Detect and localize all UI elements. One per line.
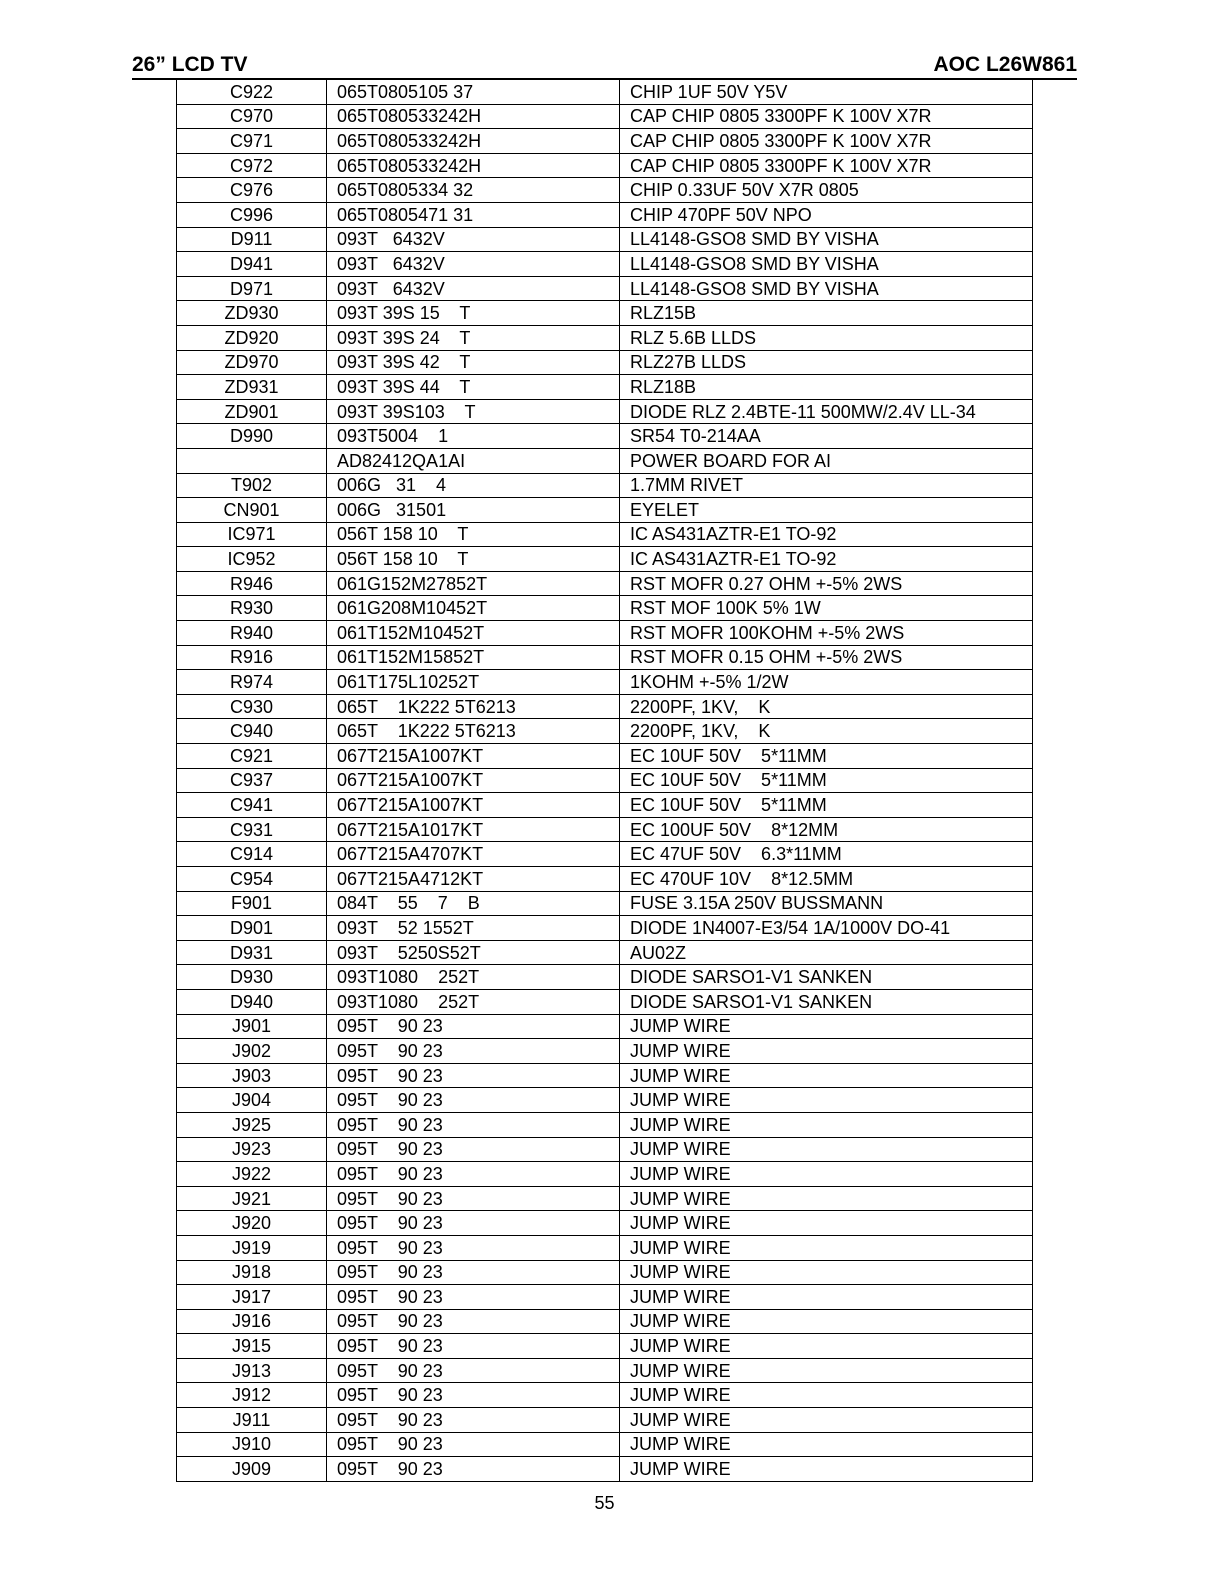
description-cell: JUMP WIRE — [620, 1137, 1033, 1162]
part-number-cell: 095T 90 23 — [327, 1137, 620, 1162]
table-row — [177, 867, 1033, 892]
table-row — [177, 399, 1033, 424]
part-number-cell: 065T080533242H — [327, 129, 620, 154]
description-cell: LL4148-GSO8 SMD BY VISHA — [620, 252, 1033, 277]
table-row — [177, 1039, 1033, 1064]
table-row — [177, 1408, 1033, 1433]
description-cell: 1KOHM +-5% 1/2W — [620, 670, 1033, 695]
part-number-cell: 095T 90 23 — [327, 1358, 620, 1383]
part-number-cell: 095T 90 23 — [327, 1211, 620, 1236]
part-number-cell: 093T5004 1 — [327, 424, 620, 449]
description-cell: CHIP 1UF 50V Y5V — [620, 80, 1033, 105]
table-row — [177, 1358, 1033, 1383]
description-cell: CAP CHIP 0805 3300PF K 100V X7R — [620, 104, 1033, 129]
reference-designator-cell: R940 — [177, 621, 327, 646]
description-cell: RST MOFR 100KOHM +-5% 2WS — [620, 621, 1033, 646]
table-row — [177, 153, 1033, 178]
part-number-cell: 093T 5250S52T — [327, 940, 620, 965]
reference-designator-cell: C940 — [177, 719, 327, 744]
description-cell: DIODE SARSO1-V1 SANKEN — [620, 989, 1033, 1014]
part-number-cell: 093T1080 252T — [327, 989, 620, 1014]
table-row — [177, 129, 1033, 154]
table-row — [177, 768, 1033, 793]
reference-designator-cell: C971 — [177, 129, 327, 154]
table-row — [177, 1063, 1033, 1088]
part-number-cell: 065T0805334 32 — [327, 178, 620, 203]
description-cell: JUMP WIRE — [620, 1063, 1033, 1088]
table-row — [177, 916, 1033, 941]
table-row — [177, 1235, 1033, 1260]
reference-designator-cell: C914 — [177, 842, 327, 867]
reference-designator-cell: C972 — [177, 153, 327, 178]
part-number-cell: 095T 90 23 — [327, 1186, 620, 1211]
model-name: AOC L26W861 — [933, 53, 1077, 76]
description-cell: IC AS431AZTR-E1 TO-92 — [620, 522, 1033, 547]
reference-designator-cell: R930 — [177, 596, 327, 621]
part-number-cell: 084T 55 7 B — [327, 891, 620, 916]
reference-designator-cell: C931 — [177, 817, 327, 842]
part-number-cell: AD82412QA1AI — [327, 448, 620, 473]
description-cell: RST MOFR 0.15 OHM +-5% 2WS — [620, 645, 1033, 670]
part-number-cell: 095T 90 23 — [327, 1260, 620, 1285]
part-number-cell: 095T 90 23 — [327, 1285, 620, 1310]
reference-designator-cell: J919 — [177, 1235, 327, 1260]
reference-designator-cell: R916 — [177, 645, 327, 670]
description-cell: JUMP WIRE — [620, 1112, 1033, 1137]
description-cell: 2200PF, 1KV, K — [620, 719, 1033, 744]
part-number-cell: 093T 52 1552T — [327, 916, 620, 941]
table-row — [177, 227, 1033, 252]
reference-designator-cell: T902 — [177, 473, 327, 498]
reference-designator-cell: J909 — [177, 1457, 327, 1482]
reference-designator-cell: J921 — [177, 1186, 327, 1211]
description-cell: JUMP WIRE — [620, 1014, 1033, 1039]
part-number-cell: 067T215A4712KT — [327, 867, 620, 892]
reference-designator-cell: IC952 — [177, 547, 327, 572]
table-row — [177, 694, 1033, 719]
reference-designator-cell: ZD901 — [177, 399, 327, 424]
description-cell: JUMP WIRE — [620, 1383, 1033, 1408]
table-row — [177, 1112, 1033, 1137]
part-number-cell: 095T 90 23 — [327, 1235, 620, 1260]
table-row — [177, 1309, 1033, 1334]
description-cell: RLZ15B — [620, 301, 1033, 326]
description-cell: LL4148-GSO8 SMD BY VISHA — [620, 276, 1033, 301]
table-row — [177, 276, 1033, 301]
description-cell: EC 100UF 50V 8*12MM — [620, 817, 1033, 842]
description-cell: RLZ27B LLDS — [620, 350, 1033, 375]
table-row — [177, 498, 1033, 523]
reference-designator-cell: J916 — [177, 1309, 327, 1334]
part-number-cell: 095T 90 23 — [327, 1383, 620, 1408]
table-row — [177, 645, 1033, 670]
page-number: 55 — [594, 1493, 615, 1513]
reference-designator-cell: C954 — [177, 867, 327, 892]
reference-designator-cell: C921 — [177, 744, 327, 769]
part-number-cell: 056T 158 10 T — [327, 522, 620, 547]
reference-designator-cell: C941 — [177, 793, 327, 818]
part-number-cell: 093T 39S 42 T — [327, 350, 620, 375]
reference-designator-cell — [177, 448, 327, 473]
table-row — [177, 571, 1033, 596]
table-row — [177, 1260, 1033, 1285]
reference-designator-cell: C922 — [177, 80, 327, 105]
description-cell: FUSE 3.15A 250V BUSSMANN — [620, 891, 1033, 916]
reference-designator-cell: J913 — [177, 1358, 327, 1383]
table-row — [177, 80, 1033, 105]
table-row — [177, 965, 1033, 990]
table-row — [177, 1383, 1033, 1408]
reference-designator-cell: J904 — [177, 1088, 327, 1113]
description-cell: JUMP WIRE — [620, 1186, 1033, 1211]
part-number-cell: 093T 6432V — [327, 227, 620, 252]
description-cell: JUMP WIRE — [620, 1408, 1033, 1433]
table-row — [177, 1162, 1033, 1187]
part-number-cell: 093T 39S 44 T — [327, 375, 620, 400]
table-row — [177, 817, 1033, 842]
table-row — [177, 940, 1033, 965]
page-header — [132, 52, 1077, 80]
description-cell: DIODE 1N4007-E3/54 1A/1000V DO-41 — [620, 916, 1033, 941]
description-cell: CHIP 470PF 50V NPO — [620, 202, 1033, 227]
description-cell: 1.7MM RIVET — [620, 473, 1033, 498]
reference-designator-cell: J911 — [177, 1408, 327, 1433]
table-row — [177, 350, 1033, 375]
table-row — [177, 891, 1033, 916]
table-row — [177, 1137, 1033, 1162]
part-number-cell: 095T 90 23 — [327, 1039, 620, 1064]
description-cell: EC 10UF 50V 5*11MM — [620, 744, 1033, 769]
table-row — [177, 104, 1033, 129]
part-number-cell: 061T152M15852T — [327, 645, 620, 670]
part-number-cell: 067T215A1007KT — [327, 768, 620, 793]
reference-designator-cell: R974 — [177, 670, 327, 695]
reference-designator-cell: D971 — [177, 276, 327, 301]
table-row — [177, 1211, 1033, 1236]
description-cell: SR54 T0-214AA — [620, 424, 1033, 449]
reference-designator-cell: J925 — [177, 1112, 327, 1137]
part-number-cell: 065T0805105 37 — [327, 80, 620, 105]
reference-designator-cell: J920 — [177, 1211, 327, 1236]
part-number-cell: 006G 31 4 — [327, 473, 620, 498]
part-number-cell: 067T215A4707KT — [327, 842, 620, 867]
description-cell: LL4148-GSO8 SMD BY VISHA — [620, 227, 1033, 252]
table-row — [177, 202, 1033, 227]
part-number-cell: 095T 90 23 — [327, 1334, 620, 1359]
description-cell: JUMP WIRE — [620, 1162, 1033, 1187]
part-number-cell: 067T215A1007KT — [327, 744, 620, 769]
part-number-cell: 095T 90 23 — [327, 1408, 620, 1433]
reference-designator-cell: C970 — [177, 104, 327, 129]
reference-designator-cell: CN901 — [177, 498, 327, 523]
table-row — [177, 719, 1033, 744]
table-row — [177, 178, 1033, 203]
table-row — [177, 744, 1033, 769]
description-cell: EYELET — [620, 498, 1033, 523]
description-cell: DIODE SARSO1-V1 SANKEN — [620, 965, 1033, 990]
table-row — [177, 1186, 1033, 1211]
table-row — [177, 596, 1033, 621]
reference-designator-cell: D940 — [177, 989, 327, 1014]
description-cell: POWER BOARD FOR AI — [620, 448, 1033, 473]
table-row — [177, 547, 1033, 572]
reference-designator-cell: ZD970 — [177, 350, 327, 375]
description-cell: RLZ 5.6B LLDS — [620, 325, 1033, 350]
reference-designator-cell: C937 — [177, 768, 327, 793]
description-cell: EC 10UF 50V 5*11MM — [620, 793, 1033, 818]
reference-designator-cell: D930 — [177, 965, 327, 990]
table-row — [177, 252, 1033, 277]
part-number-cell: 093T 6432V — [327, 252, 620, 277]
description-cell: RST MOF 100K 5% 1W — [620, 596, 1033, 621]
reference-designator-cell: D901 — [177, 916, 327, 941]
table-row — [177, 1334, 1033, 1359]
description-cell: JUMP WIRE — [620, 1309, 1033, 1334]
part-number-cell: 093T1080 252T — [327, 965, 620, 990]
table-row — [177, 989, 1033, 1014]
description-cell: CAP CHIP 0805 3300PF K 100V X7R — [620, 129, 1033, 154]
table-row — [177, 522, 1033, 547]
reference-designator-cell: J917 — [177, 1285, 327, 1310]
part-number-cell: 093T 39S 15 T — [327, 301, 620, 326]
table-row — [177, 1285, 1033, 1310]
reference-designator-cell: J918 — [177, 1260, 327, 1285]
part-number-cell: 093T 6432V — [327, 276, 620, 301]
description-cell: DIODE RLZ 2.4BTE-11 500MW/2.4V LL-34 — [620, 399, 1033, 424]
reference-designator-cell: ZD931 — [177, 375, 327, 400]
description-cell: EC 470UF 10V 8*12.5MM — [620, 867, 1033, 892]
description-cell: JUMP WIRE — [620, 1088, 1033, 1113]
part-number-cell: 065T0805471 31 — [327, 202, 620, 227]
description-cell: RLZ18B — [620, 375, 1033, 400]
part-number-cell: 067T215A1007KT — [327, 793, 620, 818]
part-number-cell: 061T152M10452T — [327, 621, 620, 646]
table-row — [177, 793, 1033, 818]
description-cell: EC 47UF 50V 6.3*11MM — [620, 842, 1033, 867]
reference-designator-cell: D911 — [177, 227, 327, 252]
reference-designator-cell: J902 — [177, 1039, 327, 1064]
part-number-cell: 095T 90 23 — [327, 1309, 620, 1334]
table-row — [177, 375, 1033, 400]
part-number-cell: 006G 31501 — [327, 498, 620, 523]
part-number-cell: 065T080533242H — [327, 104, 620, 129]
part-number-cell: 067T215A1017KT — [327, 817, 620, 842]
description-cell: JUMP WIRE — [620, 1211, 1033, 1236]
table-row — [177, 448, 1033, 473]
part-number-cell: 095T 90 23 — [327, 1162, 620, 1187]
description-cell: JUMP WIRE — [620, 1235, 1033, 1260]
reference-designator-cell: D931 — [177, 940, 327, 965]
table-row — [177, 473, 1033, 498]
reference-designator-cell: R946 — [177, 571, 327, 596]
part-number-cell: 061G208M10452T — [327, 596, 620, 621]
reference-designator-cell: C976 — [177, 178, 327, 203]
description-cell: JUMP WIRE — [620, 1334, 1033, 1359]
part-number-cell: 056T 158 10 T — [327, 547, 620, 572]
part-number-cell: 065T080533242H — [327, 153, 620, 178]
reference-designator-cell: F901 — [177, 891, 327, 916]
table-row — [177, 842, 1033, 867]
part-number-cell: 095T 90 23 — [327, 1014, 620, 1039]
table-row — [177, 1432, 1033, 1457]
description-cell: AU02Z — [620, 940, 1033, 965]
table-row — [177, 301, 1033, 326]
part-number-cell: 095T 90 23 — [327, 1063, 620, 1088]
part-number-cell: 095T 90 23 — [327, 1112, 620, 1137]
part-number-cell: 095T 90 23 — [327, 1432, 620, 1457]
reference-designator-cell: C930 — [177, 694, 327, 719]
reference-designator-cell: J915 — [177, 1334, 327, 1359]
reference-designator-cell: J903 — [177, 1063, 327, 1088]
table-row — [177, 1457, 1033, 1482]
description-cell: JUMP WIRE — [620, 1260, 1033, 1285]
part-number-cell: 095T 90 23 — [327, 1457, 620, 1482]
part-number-cell: 065T 1K222 5T6213 — [327, 694, 620, 719]
description-cell: JUMP WIRE — [620, 1457, 1033, 1482]
table-row — [177, 325, 1033, 350]
reference-designator-cell: J922 — [177, 1162, 327, 1187]
reference-designator-cell: J912 — [177, 1383, 327, 1408]
reference-designator-cell: D941 — [177, 252, 327, 277]
part-number-cell: 093T 39S103 T — [327, 399, 620, 424]
description-cell: JUMP WIRE — [620, 1432, 1033, 1457]
table-row — [177, 621, 1033, 646]
reference-designator-cell: J910 — [177, 1432, 327, 1457]
reference-designator-cell: ZD920 — [177, 325, 327, 350]
description-cell: JUMP WIRE — [620, 1039, 1033, 1064]
part-number-cell: 093T 39S 24 T — [327, 325, 620, 350]
description-cell: RST MOFR 0.27 OHM +-5% 2WS — [620, 571, 1033, 596]
description-cell: CHIP 0.33UF 50V X7R 0805 — [620, 178, 1033, 203]
description-cell: JUMP WIRE — [620, 1285, 1033, 1310]
table-row — [177, 670, 1033, 695]
table-row — [177, 424, 1033, 449]
parts-list-table — [176, 79, 1033, 1482]
part-number-cell: 061T175L10252T — [327, 670, 620, 695]
description-cell: 2200PF, 1KV, K — [620, 694, 1033, 719]
reference-designator-cell: C996 — [177, 202, 327, 227]
part-number-cell: 065T 1K222 5T6213 — [327, 719, 620, 744]
description-cell: EC 10UF 50V 5*11MM — [620, 768, 1033, 793]
document-title: 26” LCD TV — [132, 53, 248, 76]
reference-designator-cell: J923 — [177, 1137, 327, 1162]
reference-designator-cell: IC971 — [177, 522, 327, 547]
table-row — [177, 1088, 1033, 1113]
reference-designator-cell: D990 — [177, 424, 327, 449]
reference-designator-cell: J901 — [177, 1014, 327, 1039]
table-row — [177, 1014, 1033, 1039]
description-cell: JUMP WIRE — [620, 1358, 1033, 1383]
description-cell: IC AS431AZTR-E1 TO-92 — [620, 547, 1033, 572]
part-number-cell: 061G152M27852T — [327, 571, 620, 596]
part-number-cell: 095T 90 23 — [327, 1088, 620, 1113]
parts-list-body — [177, 80, 1033, 1482]
reference-designator-cell: ZD930 — [177, 301, 327, 326]
description-cell: CAP CHIP 0805 3300PF K 100V X7R — [620, 153, 1033, 178]
